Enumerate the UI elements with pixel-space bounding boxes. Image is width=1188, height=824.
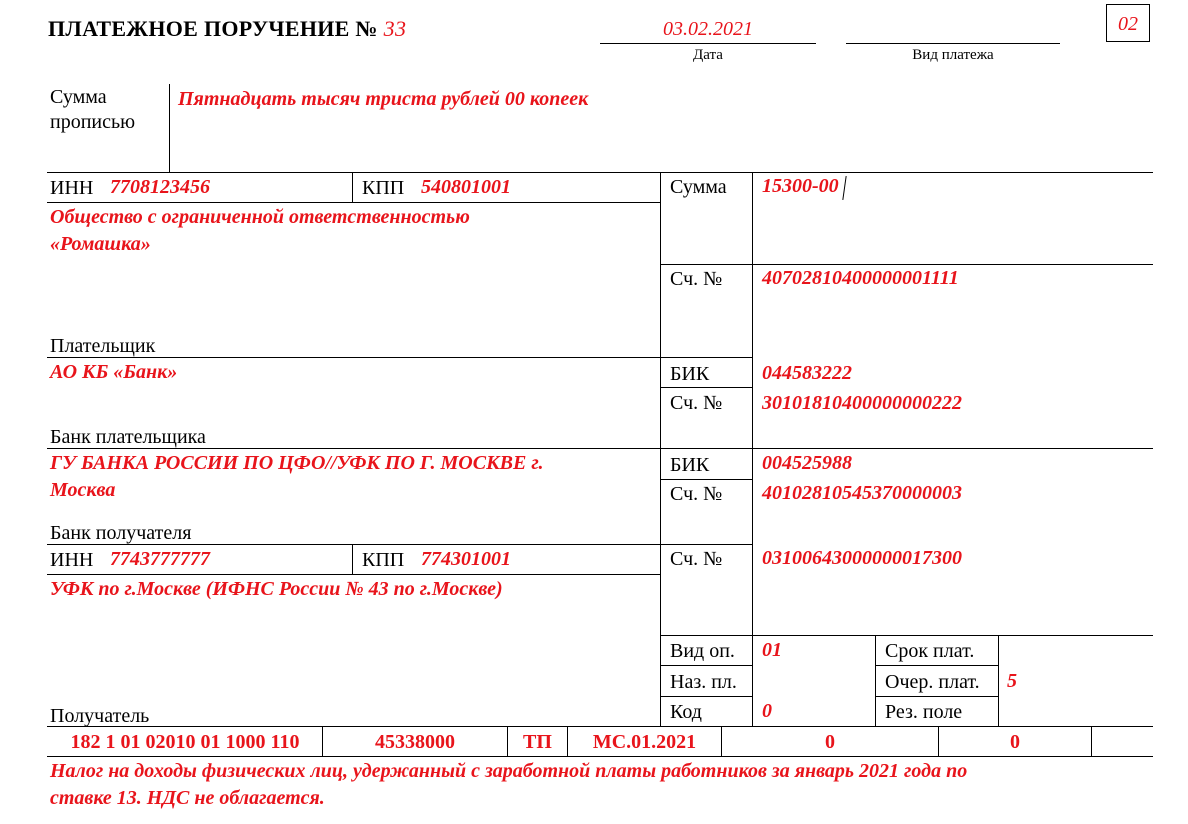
payment-type-label: Вид платежа <box>912 47 994 63</box>
amount-words-label-1: Сумма <box>50 86 107 108</box>
date-label: Дата <box>693 47 723 63</box>
due-date-label: Срок плат. <box>885 640 975 662</box>
reserve-field-label: Рез. поле <box>885 701 963 723</box>
payer-bank-bik-label: БИК <box>670 363 710 385</box>
payment-order-label: Очер. плат. <box>885 671 980 693</box>
grid-line <box>47 448 1153 449</box>
amount-value[interactable]: 15300-00 <box>762 175 839 197</box>
code-label: Код <box>670 701 702 723</box>
operation-type-value[interactable]: 01 <box>762 639 782 661</box>
grid-line <box>47 202 661 203</box>
grid-line <box>875 696 999 697</box>
grid-line <box>660 172 661 726</box>
grid-line <box>875 635 876 726</box>
document-number-value[interactable]: 0 <box>825 731 835 753</box>
payee-bank-label: Банк получателя <box>50 522 192 544</box>
grid-line <box>660 479 753 480</box>
document-date-value[interactable]: 0 <box>1010 731 1020 753</box>
purpose-code-label: Наз. пл. <box>670 671 737 693</box>
amount-words-label-2: прописью <box>50 111 136 133</box>
payee-bank-corr-value[interactable]: 40102810545370000003 <box>762 482 962 504</box>
grid-line <box>352 172 353 202</box>
payment-basis-value[interactable]: ТП <box>523 731 552 753</box>
payee-inn-label: ИНН <box>50 549 94 571</box>
payer-inn-value[interactable]: 7708123456 <box>110 176 210 198</box>
payment-order-value[interactable]: 5 <box>1007 670 1017 692</box>
grid-line <box>660 665 753 666</box>
grid-line <box>47 756 1153 757</box>
payer-name-line-2[interactable]: «Ромашка» <box>50 233 151 255</box>
payee-name[interactable]: УФК по г.Москве (ИФНС России № 43 по г.Москве) <box>50 578 503 600</box>
document-title: ПЛАТЕЖНОЕ ПОРУЧЕНИЕ № 33 <box>48 16 407 41</box>
payee-account-label: Сч. № <box>670 548 723 570</box>
payer-bank-corr-label: Сч. № <box>670 392 723 414</box>
grid-line <box>660 387 753 388</box>
payee-kpp-label: КПП <box>362 549 405 571</box>
grid-line <box>47 172 1153 173</box>
grid-line <box>47 574 661 575</box>
payee-account-value[interactable]: 03100643000000017300 <box>762 547 962 569</box>
operation-type-label: Вид оп. <box>670 640 735 662</box>
payer-bank-label: Банк плательщика <box>50 426 206 448</box>
grid-line <box>47 726 1153 727</box>
payee-bank-corr-label: Сч. № <box>670 483 723 505</box>
grid-line <box>47 544 753 545</box>
date-value[interactable]: 03.02.2021 <box>663 18 753 40</box>
payer-account-label: Сч. № <box>670 268 723 290</box>
grid-line <box>998 635 999 726</box>
kbk-value[interactable]: 182 1 01 02010 01 1000 110 <box>70 731 300 753</box>
grid-line <box>752 172 753 726</box>
payee-bank-bik-label: БИК <box>670 454 710 476</box>
grid-line <box>47 357 753 358</box>
payee-bank-name-line-1[interactable]: ГУ БАНКА РОССИИ ПО ЦФО//УФК ПО Г. МОСКВЕ г. <box>50 452 544 474</box>
grid-line <box>1091 726 1092 756</box>
payer-inn-label: ИНН <box>50 177 94 199</box>
payer-account-value[interactable]: 40702810400000001111 <box>762 267 959 289</box>
grid-line <box>352 544 353 574</box>
form-code-box <box>1106 4 1150 42</box>
payee-bank-bik-value[interactable]: 004525988 <box>762 452 852 474</box>
payer-name-line-1[interactable]: Общество с ограниченной ответственностью <box>50 206 470 228</box>
amount-words-divider <box>169 84 170 172</box>
date-underline <box>600 43 816 44</box>
payer-kpp-value[interactable]: 540801001 <box>421 176 511 198</box>
purpose-line-2[interactable]: ставке 13. НДС не облагается. <box>50 787 325 809</box>
payer-bank-name[interactable]: АО КБ «Банк» <box>50 361 178 383</box>
amount-words-value[interactable]: Пятнадцать тысяч триста рублей 00 копеек <box>178 88 589 110</box>
form-code-value: 02 <box>1118 13 1138 35</box>
payee-label: Получатель <box>50 705 150 727</box>
payee-inn-value[interactable]: 7743777777 <box>110 548 210 570</box>
payer-bank-corr-value[interactable]: 30101810400000000222 <box>762 392 962 414</box>
payer-bank-bik-value[interactable]: 044583222 <box>762 362 852 384</box>
oktmo-value[interactable]: 45338000 <box>375 731 455 753</box>
payee-bank-name-line-2[interactable]: Москва <box>50 479 116 501</box>
payee-kpp-value[interactable]: 774301001 <box>421 548 511 570</box>
payer-kpp-label: КПП <box>362 177 405 199</box>
cursor-mark <box>842 176 846 200</box>
grid-line <box>875 665 999 666</box>
grid-line <box>660 696 753 697</box>
amount-label: Сумма <box>670 176 727 198</box>
grid-line <box>660 635 1153 636</box>
code-value[interactable]: 0 <box>762 700 772 722</box>
payment-type-underline <box>846 43 1060 44</box>
payer-label: Плательщик <box>50 335 156 357</box>
document-number: 33 <box>383 16 407 41</box>
purpose-line-1[interactable]: Налог на доходы физических лиц, удержанный с заработной платы работников за январь 2021 года по <box>50 760 968 782</box>
tax-period-value[interactable]: МС.01.2021 <box>592 731 697 753</box>
